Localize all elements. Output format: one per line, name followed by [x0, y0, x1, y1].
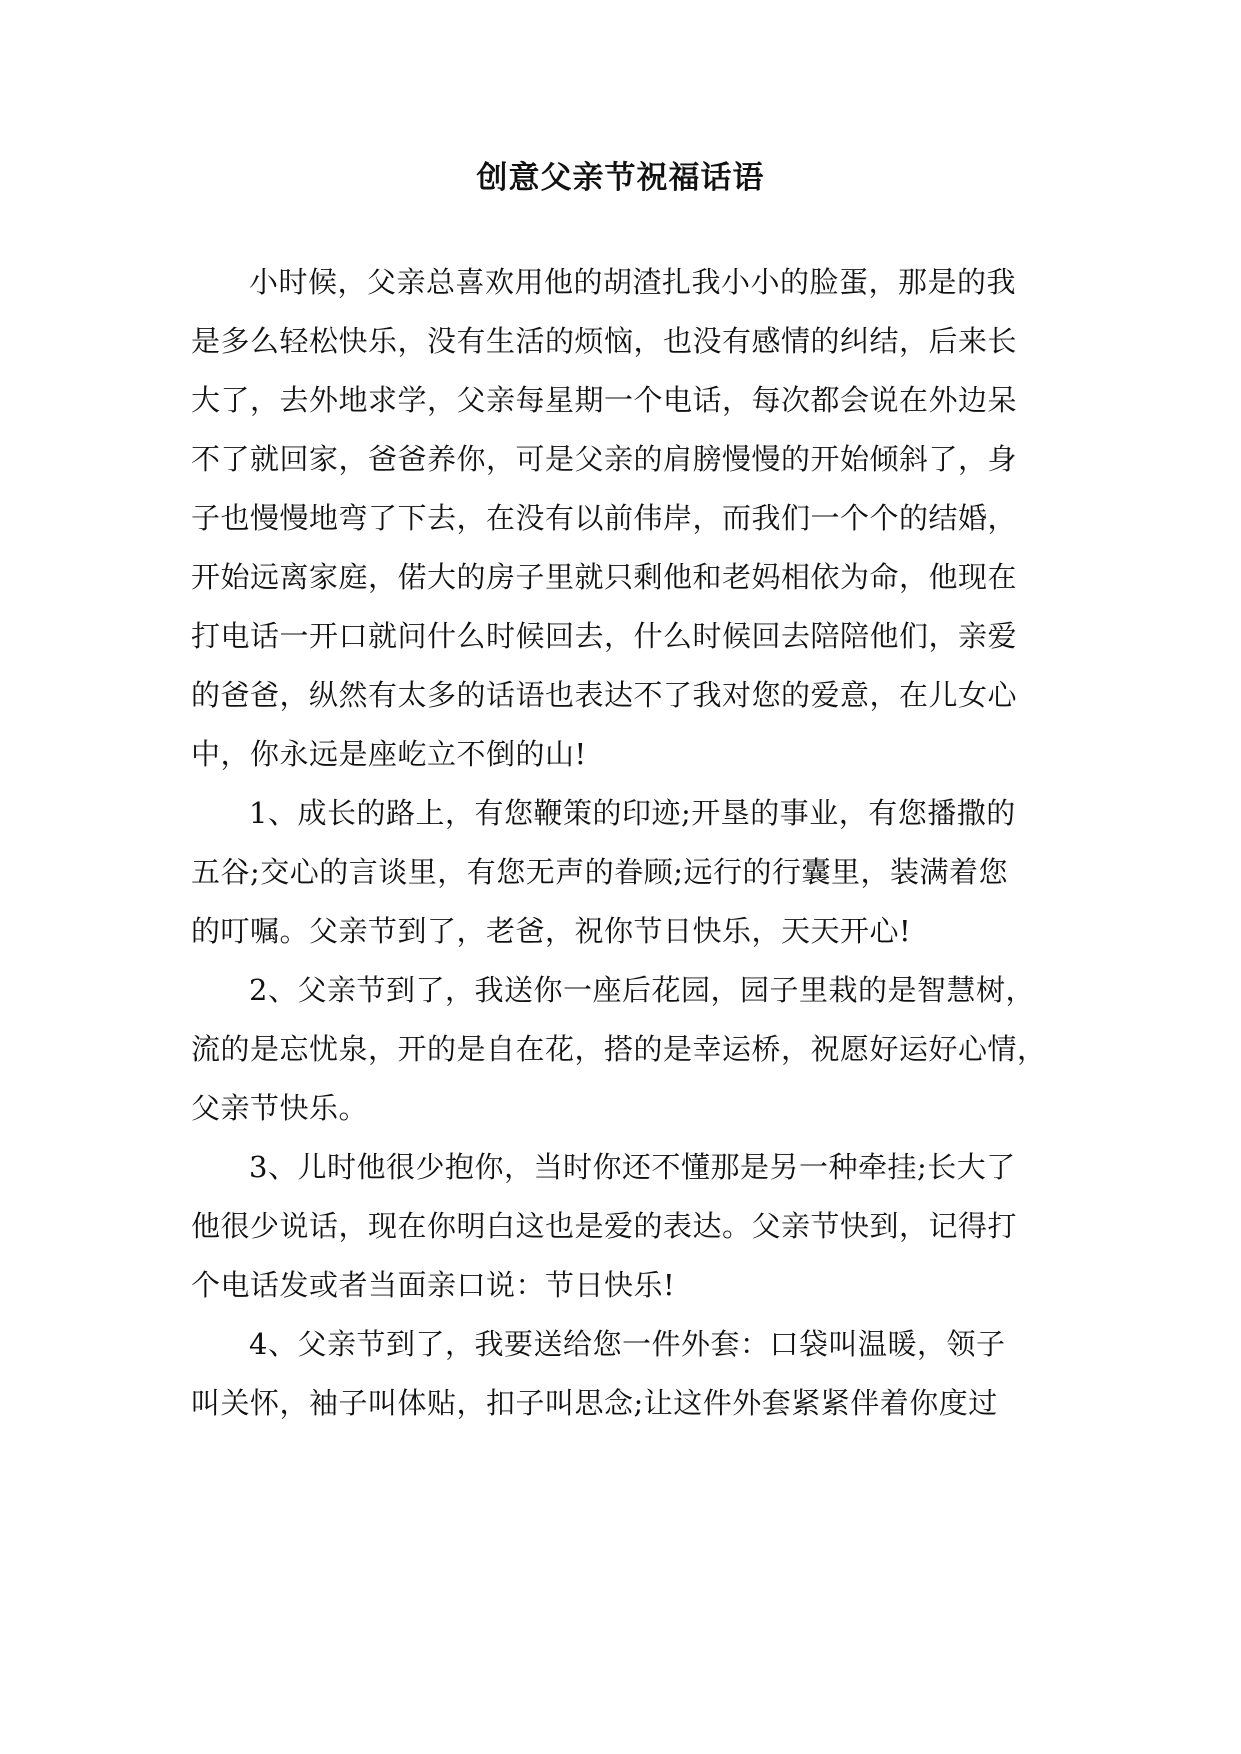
paragraph-line: 1、成长的路上，有您鞭策的印迹;开垦的事业，有您播撒的: [249, 796, 1016, 830]
paragraph-line: 的叮嘱。父亲节到了，老爸，祝你节日快乐，天天开心!: [191, 914, 912, 948]
paragraph-line: 个电话发或者当面亲口说：节日快乐!: [191, 1268, 676, 1302]
paragraph-line: 打电话一开口就问什么时候回去，什么时候回去陪陪他们，亲爱: [191, 619, 1018, 653]
paragraph-line: 小时候，父亲总喜欢用他的胡渣扎我小小的脸蛋，那是的我: [249, 265, 1017, 299]
paragraph-line: 开始远离家庭，偌大的房子里就只剩他和老妈相依为命，他现在: [191, 560, 1018, 594]
paragraph-line: 流的是忘忧泉，开的是自在花，搭的是幸运桥，祝愿好运好心情，: [191, 1032, 1047, 1066]
paragraph-line: 中，你永远是座屹立不倒的山!: [191, 737, 587, 771]
paragraph-line: 是多么轻松快乐，没有生活的烦恼，也没有感情的纠结，后来长: [191, 324, 1018, 358]
paragraph-line: 他很少说话，现在你明白这也是爱的表达。父亲节快到，记得打: [191, 1209, 1018, 1243]
paragraph-line: 3、儿时他很少抱你，当时你还不懂那是另一种牵挂;长大了: [249, 1150, 1016, 1184]
paragraph-line: 叫关怀，袖子叫体贴，扣子叫思念;让这件外套紧紧伴着你度过: [191, 1386, 998, 1420]
paragraph-line: 4、父亲节到了，我要送给您一件外套：口袋叫温暖，领子: [249, 1327, 1006, 1361]
paragraph-line: 大了，去外地求学，父亲每星期一个电话，每次都会说在外边呆: [191, 383, 1018, 417]
paragraph-line: 的爸爸，纵然有太多的话语也表达不了我对您的爱意，在儿女心: [191, 678, 1018, 712]
paragraph-line: 2、父亲节到了，我送你一座后花园，园子里栽的是智慧树，: [249, 973, 1035, 1007]
document-title: 创意父亲节祝福话语: [476, 160, 765, 196]
paragraph-line: 子也慢慢地弯了下去，在没有以前伟岸，而我们一个个的结婚，: [191, 501, 1018, 535]
paragraph-line: 父亲节快乐。: [191, 1091, 369, 1125]
paragraph-line: 不了就回家，爸爸养你，可是父亲的肩膀慢慢的开始倾斜了，身: [191, 442, 1018, 476]
paragraph-line: 五谷;交心的言谈里，有您无声的眷顾;远行的行囊里，装满着您: [191, 855, 1009, 889]
